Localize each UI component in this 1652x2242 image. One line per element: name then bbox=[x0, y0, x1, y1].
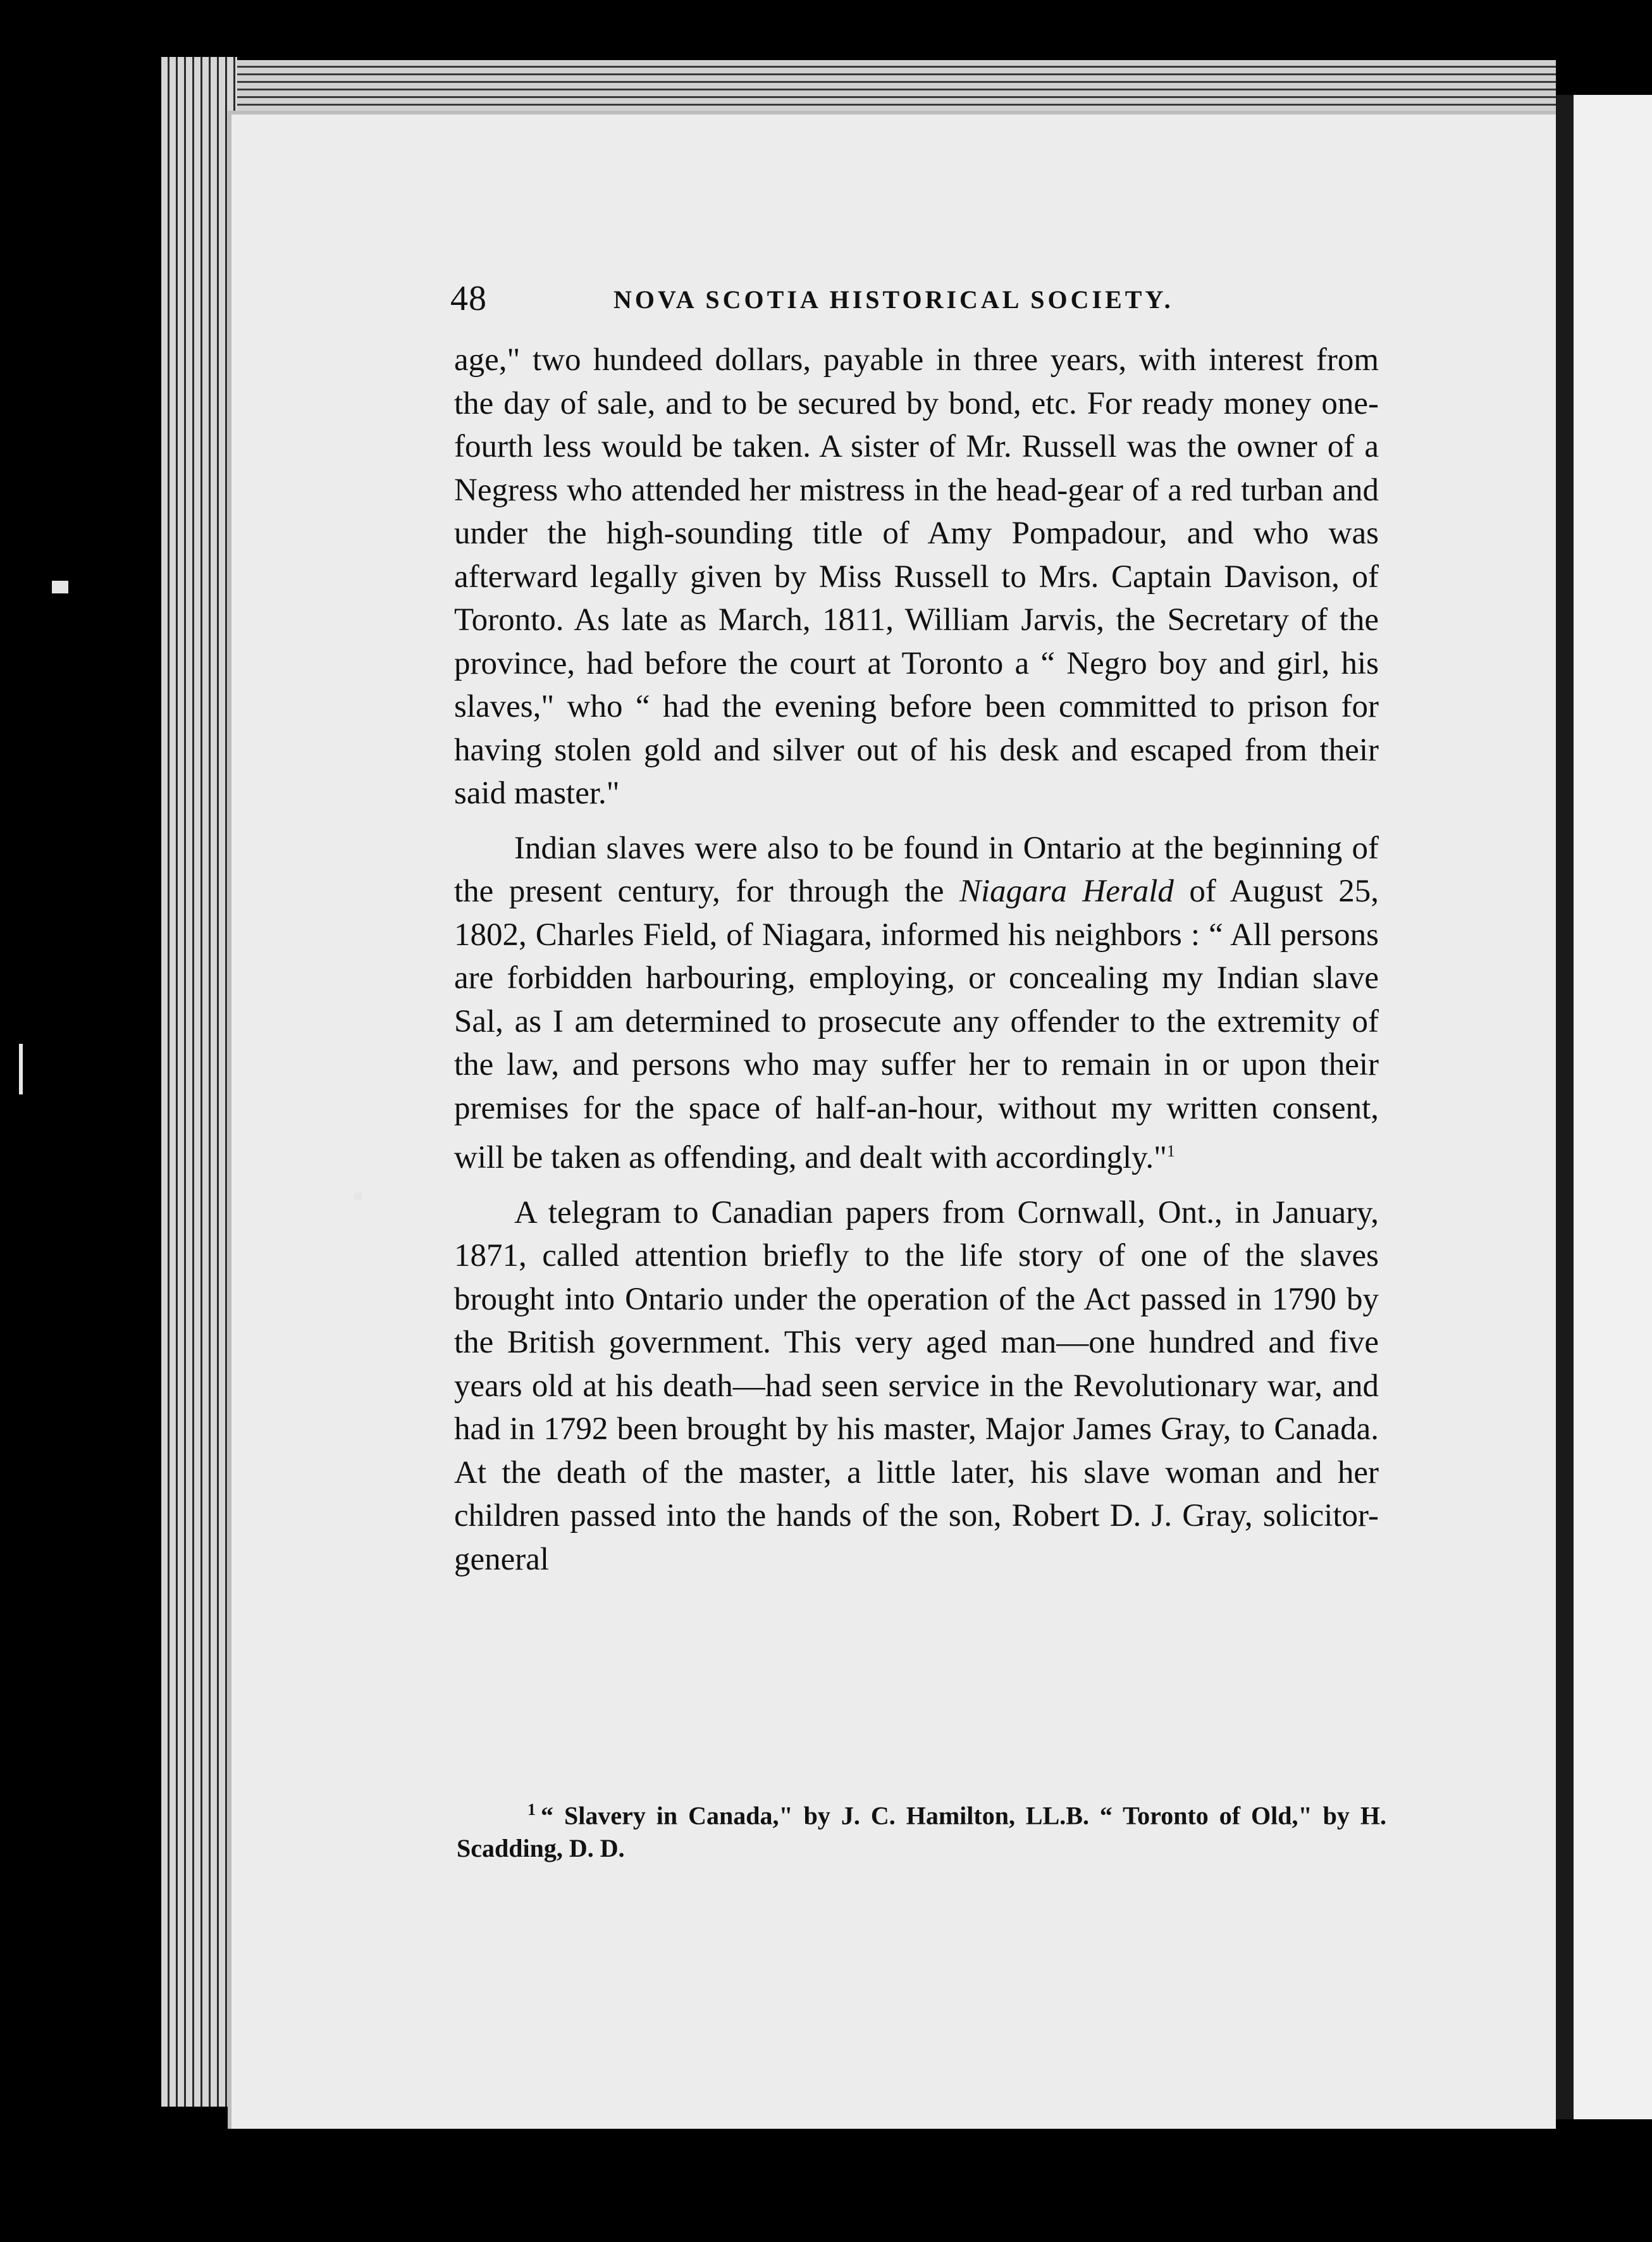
page-number: 48 bbox=[450, 279, 487, 318]
running-title: NOVA SCOTIA HISTORICAL SOCIETY. bbox=[613, 285, 1174, 314]
paragraph bbox=[454, 827, 1379, 1180]
footnote-mark: 1 bbox=[527, 1800, 536, 1819]
margin-speck bbox=[52, 581, 68, 593]
footnote-text: “ Slavery in Canada," by J. C. Hamilton, LL.B. “ Toronto of Old," by H. Scadding, D. D. bbox=[457, 1801, 1386, 1863]
footnote-reference: 1 bbox=[1166, 1142, 1175, 1160]
margin-speck bbox=[354, 1192, 362, 1200]
page-header bbox=[450, 278, 1197, 329]
paragraph: A telegram to Canadian papers from Cornwall, Ont., in January, 1871, called attention briefly to the life story of one of the slaves brought into Ontario under the operation of the Act passed in 1790 by the British government. This very aged man—one hundred and five years old at his death—had seen service in the Revolutionary war, and had in 1792 been brought by his master, Major James Gray, to Canada. At the death of the master, a little later, his slave woman and her children passed into the hands of the son, Robert D. J. Gray, solicitor-general bbox=[454, 1194, 1379, 1577]
paragraph: age," two hundeed dollars, payable in three years, with interest from the day of sale, and to be secured by bond, etc. For ready money one-fourth less would be taken. A sister of Mr. Russell was the owner of a Negress who attended her mistress in the head-gear of a red turban and under the high-sounding title of Amy Pompadour, and who was afterward legally given by Miss Russell to Mrs. Captain Davison, of Toronto. As late as March, 1811, William Jarvis, the Secretary of the province, had before the court at Toronto a “ Negro boy and girl, his slaves," who “ had the evening before been committed to prison for having stolen gold and silver out of his desk and escaped from their said master." bbox=[454, 342, 1379, 811]
footnotes bbox=[457, 1793, 1386, 1865]
page-edges-left bbox=[161, 57, 237, 2107]
margin-speck bbox=[19, 1044, 23, 1094]
page-gutter bbox=[1556, 95, 1574, 2119]
paragraph-text: of August 25, 1802, Charles Field, of Niagara, informed his neighbors : “ All persons are forbidden harbouring, employing, or concealing my Indian slave Sal, as I am determined to prosecute any offender to the extremity of the law, and persons who may suffer her to remain in or upon their premises for the space of half-an-hour, without my written consent, will be taken as offending, and dealt with accordingly." bbox=[454, 874, 1379, 1175]
body-text bbox=[454, 338, 1379, 1581]
footnote bbox=[457, 1793, 1386, 1865]
italic-title: Niagara Herald bbox=[959, 874, 1174, 909]
facing-page-edge bbox=[1574, 95, 1652, 2119]
paragraph-text: Indian slaves were also to be found in Ontario at the beginning of the present century, for through the bbox=[454, 830, 1379, 909]
